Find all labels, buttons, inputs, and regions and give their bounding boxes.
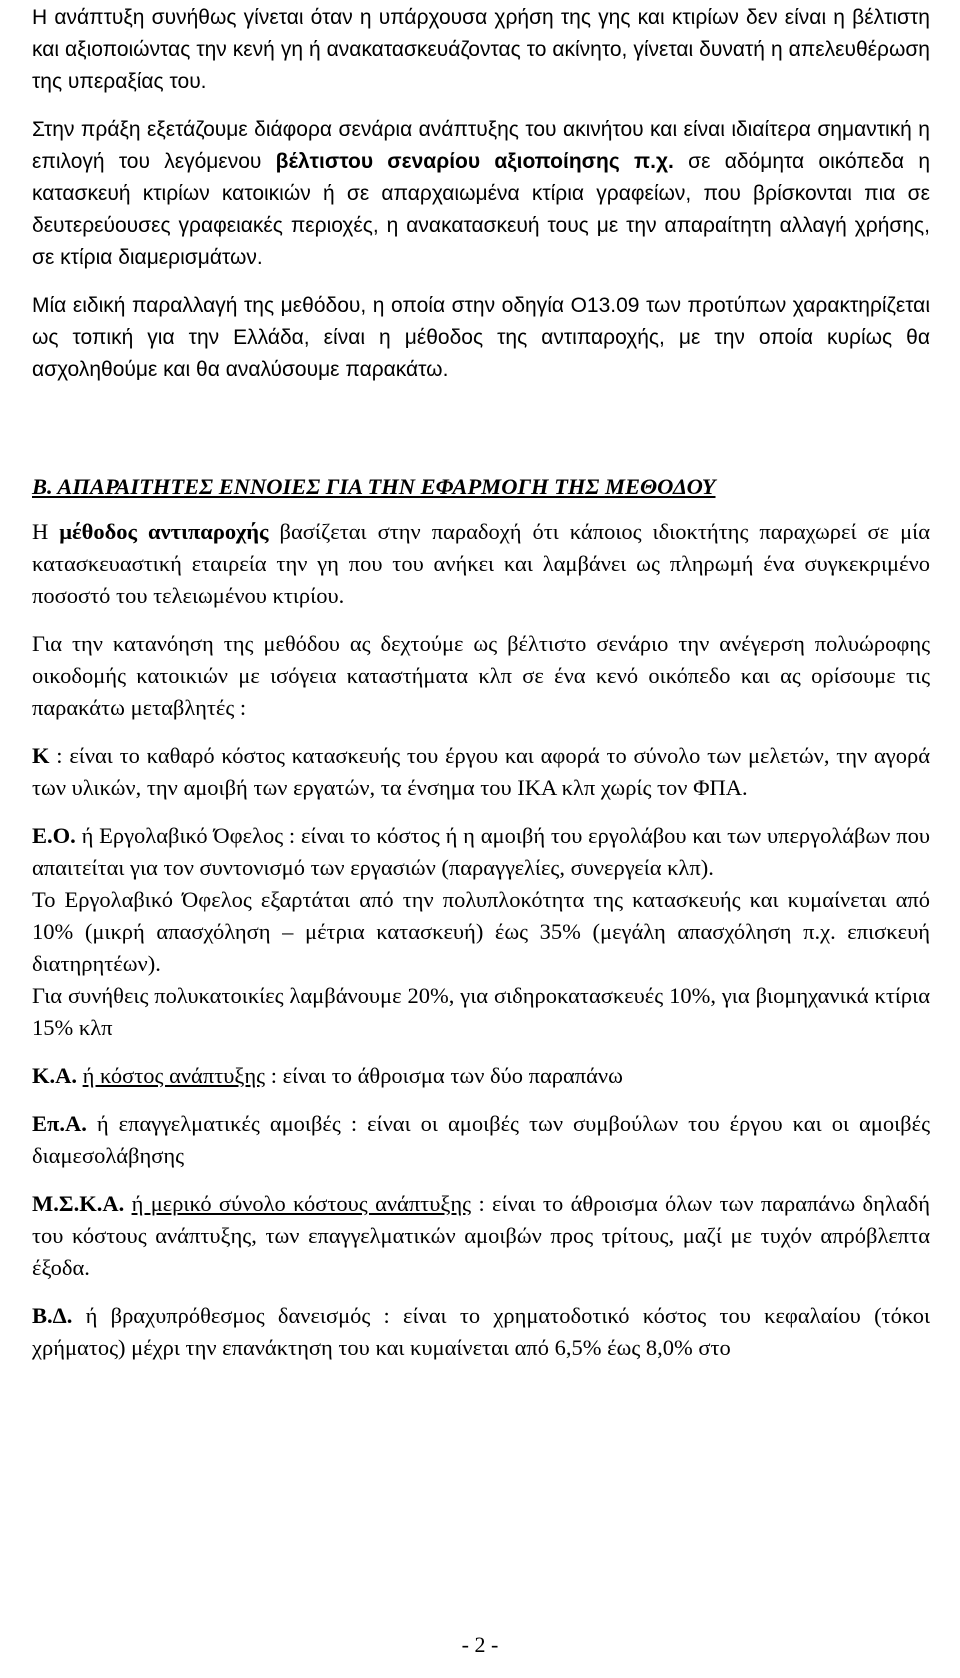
underlined-mska: ή μερικό σύνολο κόστους ανάπτυξης <box>131 1191 472 1216</box>
underlined-ka: ή κόστος ανάπτυξης <box>82 1063 266 1088</box>
page-number: - 2 - <box>461 1632 499 1657</box>
definition-ka: Κ.Α. ή κόστος ανάπτυξης : είναι το άθροισμα των δύο παραπάνω <box>32 1063 623 1088</box>
paragraph-eo-range: Το Εργολαβικό Όφελος εξαρτάται από την πολυπλοκότητα της κατασκευής και κυμαίνεται από 10% (μικρή απασχόληση – μέτρια κατασκευή) έως 35% (μεγάλη απασχόληση π.χ. επισκευή διατηρητέων). <box>32 887 930 976</box>
term-mska: Μ.Σ.Κ.Α. <box>32 1191 125 1216</box>
paragraph-antiparochi-variant: Μία ειδική παραλλαγή της μεθόδου, η οποία στην οδηγία Ο13.09 των προτύπων χαρακτηρίζεται ως τοπική για την Ελλάδα, είναι η μέθοδος της αντιπαροχής, με την οποία κυρίως θα ασχοληθούμε και θα αναλύσουμε παρακάτω. <box>32 294 930 381</box>
term-bd: Β.Δ. <box>32 1303 73 1328</box>
paragraph-understanding: Για την κατανόηση της μεθόδου ας δεχτούμε ως βέλτιστο σενάριο την ανέγερση πολυώροφης οικοδομής κατοικιών με ισόγεια καταστήματα κλπ σε ένα κενό οικόπεδο και ας ορίσουμε τις παρακάτω μεταβλητές : <box>32 631 930 720</box>
definition-eo: Ε.Ο. ή Εργολαβικό Όφελος : είναι το κόστος ή η αμοιβή του εργολάβου και των υπεργολάβων που απαιτείται για τον συντονισμό των εργασιών (παραγγελίες, συνεργεία κλπ). <box>32 823 930 880</box>
term-eo: Ε.Ο. <box>32 823 76 848</box>
definition-bd: Β.Δ. ή βραχυπρόθεσμος δανεισμός : είναι το χρηματοδοτικό κόστος του κεφαλαίου (τόκοι χρήματος) μέχρι την επανάκτηση του και κυμαίνεται από 6,5% έως 8,0% στο <box>32 1303 930 1360</box>
paragraph-development: Η ανάπτυξη συνήθως γίνεται όταν η υπάρχουσα χρήση της γης και κτιρίων δεν είναι η βέλτιστη και αξιοποιώντας την κενή γη ή ανακατασκευάζοντας το ακίνητο, γίνεται δυνατή η απελευθέρωση της υπεραξίας του. <box>32 6 930 93</box>
paragraph-method-definition: Η μέθοδος αντιπαροχής βασίζεται στην παραδοχή ότι κάποιος ιδιοκτήτης παραχωρεί σε μία κατασκευαστική εταιρεία την γη που του ανήκει και λαμβάνει ως πληρωμή ένα συγκεκριμένο ποσοστό του τελειωμένου κτιρίου. <box>32 519 931 608</box>
definition-k: Κ : είναι το καθαρό κόστος κατασκευής του έργου και αφορά το σύνολο των μελετών, την αγορά των υλικών, την αμοιβή των εργατών, τα ένσημα του ΙΚΑ κλπ χωρίς τον ΦΠΑ. <box>32 743 930 800</box>
paragraph-eo-typical: Για συνήθεις πολυκατοικίες λαμβάνουμε 20%, για σιδηροκατασκευές 10%, για βιομηχανικά κτίρια 15% κλπ <box>32 983 930 1040</box>
definition-mska: Μ.Σ.Κ.Α. ή μερικό σύνολο κόστους ανάπτυξης : είναι το άθροισμα όλων των παραπάνω δηλαδή του κόστους ανάπτυξης, των επαγγελματικών αμοιβών προς τρίτους, μαζί με τυχόν απρόβλεπτα έξοδα. <box>32 1191 930 1280</box>
paragraph-scenarios: Στην πράξη εξετάζουμε διάφορα σενάρια ανάπτυξης του ακινήτου και είναι ιδιαίτερα σημαντική η επιλογή του λεγόμενου βέλτιστου σεναρίου αξιοποίησης π.χ. σε αδόμητα οικόπεδα η κατασκευή κτιρίων κατοικιών ή σε απαρχαιωμένα κτίρια γραφείων, που βρίσκονται πια σε δευτερεύουσες γραφειακές περιοχές, η ανακατασκευή τους με την απαραίτητη αλλαγή χρήσης, σε κτίρια διαμερισμάτων. <box>32 118 930 269</box>
section-heading: Β. ΑΠΑΡΑΙΤΗΤΕΣ ΕΝΝΟΙΕΣ ΓΙΑ ΤΗΝ ΕΦΑΡΜΟΓΗ ΤΗΣ ΜΕΘΟΔΟΥ <box>32 474 716 499</box>
bold-method-term: μέθοδος αντιπαροχής <box>59 519 269 544</box>
term-ka: Κ.Α. <box>32 1063 77 1088</box>
term-epa: Επ.Α. <box>32 1111 87 1136</box>
term-k: Κ <box>32 743 50 768</box>
definition-epa: Επ.Α. ή επαγγελματικές αμοιβές : είναι οι αμοιβές των συμβούλων του έργου και οι αμοιβές διαμεσολάβησης <box>32 1111 930 1168</box>
bold-optimal-scenario: βέλτιστου σεναρίου αξιοποίησης π.χ. <box>275 150 674 173</box>
